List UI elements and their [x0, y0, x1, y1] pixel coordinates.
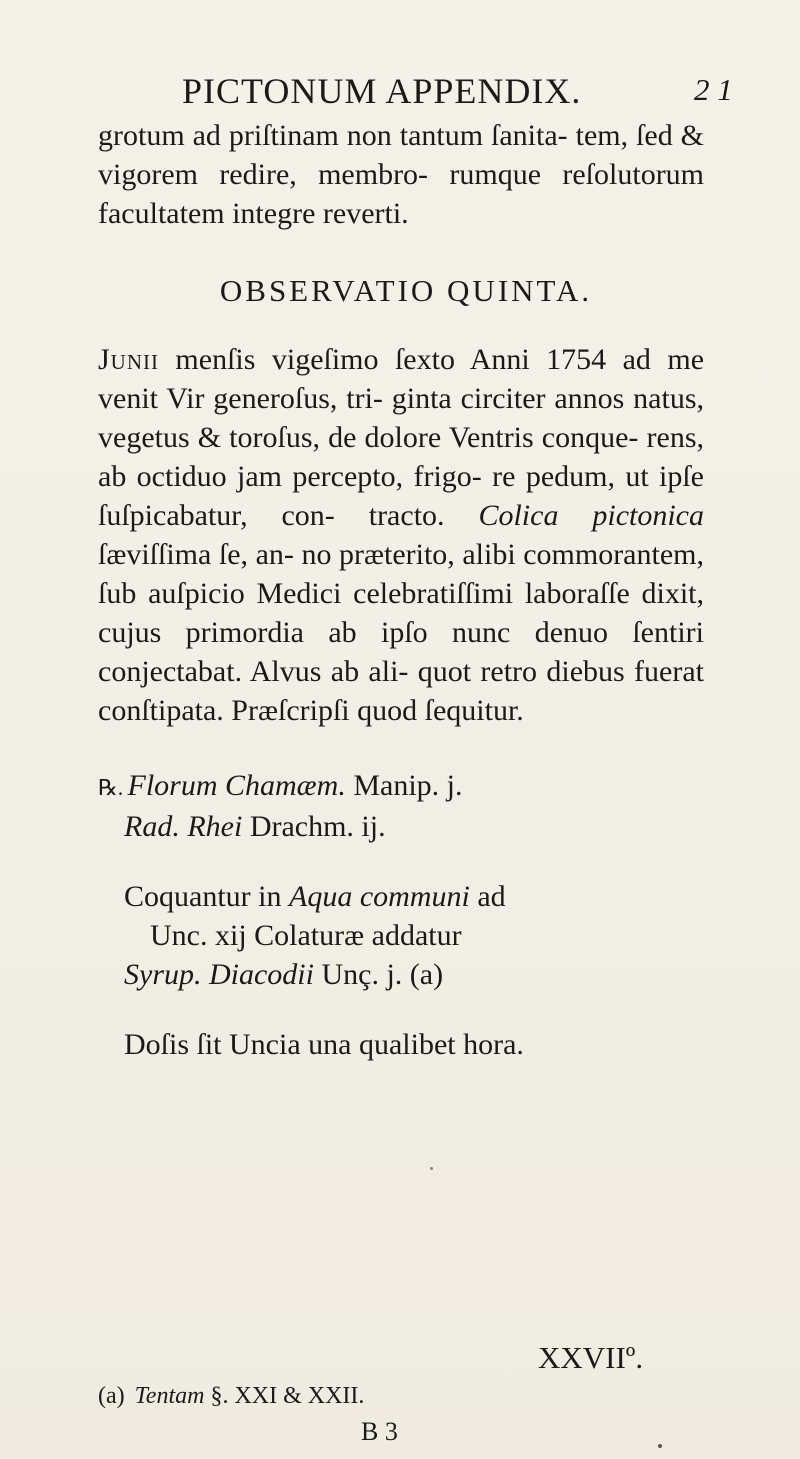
ingredient-name: Syrup. Diacodii — [124, 958, 314, 991]
section-heading: OBSERVATIO QUINTA. — [219, 273, 593, 308]
instruction-text: ad — [469, 880, 506, 913]
text-line: tem, ſed & vigorem redire, membro- — [98, 119, 704, 191]
main-text — [98, 116, 704, 1064]
ink-speck — [658, 1444, 662, 1448]
text-line: 1754 ad me venit Vir generoſus, tri- — [98, 343, 705, 415]
signature-mark: B 3 — [361, 1417, 398, 1446]
ingredient-dose: Unç. j. (a) — [313, 958, 444, 991]
ingredient-name: Florum Chamæm. — [127, 769, 346, 802]
prescription — [98, 766, 704, 1064]
prescription-line — [98, 955, 704, 994]
ingredient-dose: Manip. j. — [345, 769, 463, 802]
text-line: tracto. — [368, 499, 445, 532]
text-line: no præterito, alibi commorantem, ſub — [98, 538, 704, 610]
footnote-italic: Tentam — [134, 1383, 205, 1409]
text-line: reverti. — [322, 197, 409, 230]
prescription-line — [98, 877, 704, 916]
prescription-line — [98, 766, 704, 807]
disease-name: Colica pictonica — [478, 499, 705, 532]
page-number: 2 1 — [694, 72, 733, 107]
text-line: ſæviſſima ſe, an- — [98, 538, 294, 571]
footnote-ref: (a) — [98, 1383, 125, 1409]
text-line: grotum ad priſtinam non tantum ſanita- — [98, 119, 568, 152]
prescription-line: Doſis ſit Uncia una qualibet hora. — [124, 1028, 524, 1061]
recipe-symbol: ℞. — [98, 775, 124, 800]
paragraph-continuation — [98, 116, 704, 233]
text-line: rumque reſolutorum facultatem integre — [98, 158, 705, 230]
observation-number: XXVIIº. — [538, 1340, 644, 1375]
footnote-text: §. XXI & XXII. — [204, 1383, 365, 1409]
text-line: quot retro diebus fuerat conſtipata. — [98, 655, 704, 727]
text-line: toroſus, de dolore Ventris conque- — [229, 421, 639, 454]
ingredient-name: Rad. Rhei — [124, 810, 243, 843]
lead-word: Junii — [98, 343, 159, 376]
text-line: rens, ab octiduo jam percepto, frigo- — [98, 421, 704, 493]
ingredient-dose: Drachm. ij. — [242, 810, 386, 843]
ink-speck — [430, 1167, 433, 1170]
page-header — [0, 70, 800, 120]
instruction-text: Coquantur in — [124, 880, 289, 913]
observation-paragraph — [98, 340, 704, 730]
text-line: Præſcripſi quod ſequitur. — [231, 694, 524, 727]
footnote — [98, 1383, 364, 1410]
text-line: auſpicio Medici celebratiſſimi laboraſſe — [148, 577, 630, 610]
running-title: PICTONUM APPENDIX. — [182, 71, 582, 111]
text-line: re pedum, ut ipſe ſuſpicabatur, con- — [98, 460, 704, 532]
text-line: menſis vigeſimo ſexto Anni — [159, 343, 530, 376]
ingredient-name: Aqua communi — [289, 880, 470, 913]
prescription-line: Unc. xij Colaturæ addatur — [150, 919, 462, 952]
text-line: ginta circiter annos natus, vegetus & — [98, 382, 705, 454]
text-line: dixit, cujus primordia ab ipſo nunc — [98, 577, 705, 649]
prescription-line — [98, 807, 704, 846]
text-line: denuo ſentiri conjectabat. Alvus ab ali- — [98, 616, 704, 688]
